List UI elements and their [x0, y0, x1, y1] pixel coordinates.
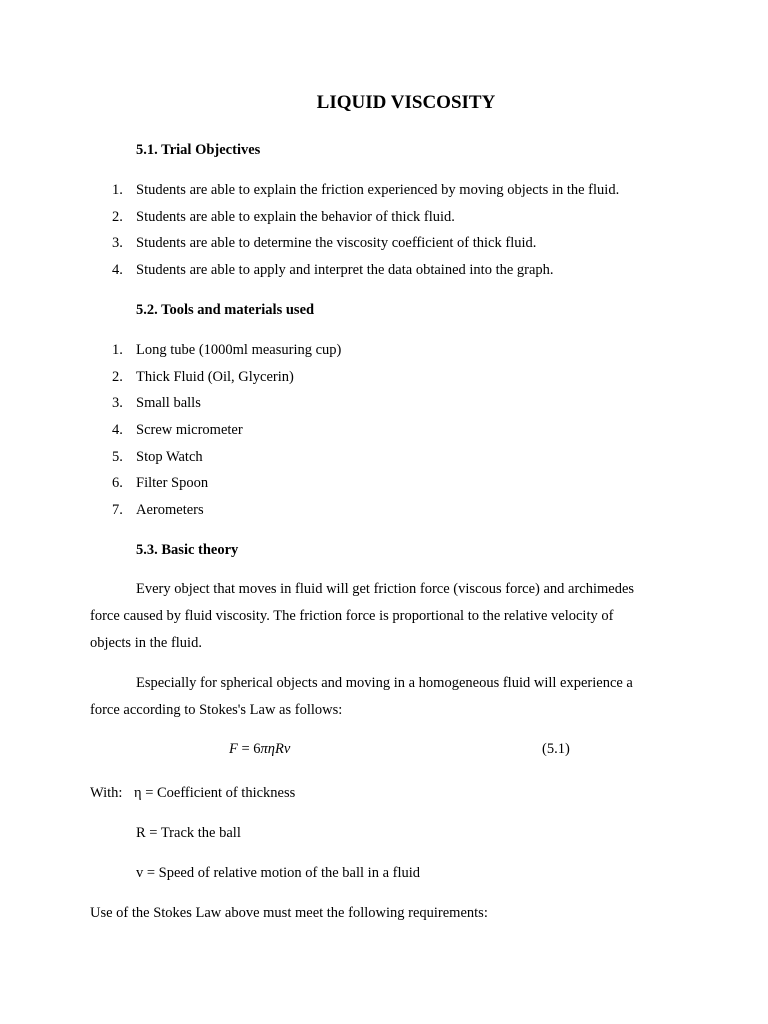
equation-equals: = 6	[237, 741, 261, 757]
paragraph-line: objects in the fluid.	[90, 635, 202, 651]
list-item-text: Screw micrometer	[136, 422, 243, 439]
paragraph-line: Every object that moves in fluid will get friction force (viscous force) and archimedes	[136, 581, 635, 597]
list-item-number: 4.	[112, 262, 123, 279]
with-label: With:	[90, 785, 123, 801]
list-item-text: Stop Watch	[136, 448, 203, 465]
paragraph-line: force caused by fluid viscosity. The friction force is proportional to the relative velocity of	[90, 608, 614, 624]
stokes-equation	[229, 741, 290, 758]
list-item-text: Aerometers	[136, 502, 204, 519]
paragraph-line: Especially for spherical objects and moving in a homogeneous fluid will experience a	[136, 675, 633, 691]
list-item-text: Students are able to explain the friction experienced by moving objects in the fluid.	[136, 182, 620, 198]
list-item-text: Small balls	[136, 395, 201, 412]
list-item-number: 7.	[112, 502, 123, 519]
closing-line: Use of the Stokes Law above must meet the following requirements:	[90, 905, 488, 921]
list-item-number: 2.	[112, 208, 123, 225]
section-heading-tools: 5.2. Tools and materials used	[136, 302, 315, 318]
list-item-number: 1.	[112, 182, 123, 198]
list-item-number: 3.	[112, 235, 123, 252]
paragraph-line: force according to Stokes's Law as follows:	[90, 702, 343, 718]
list-item-number: 2.	[112, 368, 123, 385]
equation-rhs: πηRv	[260, 741, 291, 757]
list-item-number: 6.	[112, 475, 123, 492]
list-item-text: Students are able to apply and interpret the data obtained into the graph.	[136, 262, 554, 279]
equation-number: (5.1)	[542, 741, 570, 757]
list-item-number: 5.	[112, 448, 123, 465]
list-item-text: Students are able to explain the behavior of thick fluid.	[136, 208, 455, 225]
list-item-text: Students are able to determine the viscosity coefficient of thick fluid.	[136, 235, 537, 252]
list-item-text: Long tube (1000ml measuring cup)	[136, 342, 342, 358]
list-item-text: Thick Fluid (Oil, Glycerin)	[136, 368, 294, 385]
list-item-number: 1.	[112, 342, 123, 358]
definition-r: R = Track the ball	[136, 825, 241, 841]
list-item-text: Filter Spoon	[136, 475, 209, 492]
section-heading-objectives: 5.1. Trial Objectives	[136, 142, 261, 158]
definition-v: v = Speed of relative motion of the ball in a fluid	[136, 865, 421, 881]
section-heading-theory: 5.3. Basic theory	[136, 542, 239, 558]
definition-eta: η = Coefficient of thickness	[134, 785, 296, 801]
list-item-number: 3.	[112, 395, 123, 412]
page-title: LIQUID VISCOSITY	[316, 92, 496, 113]
list-item-number: 4.	[112, 422, 123, 439]
equation-lhs: F	[229, 741, 238, 757]
